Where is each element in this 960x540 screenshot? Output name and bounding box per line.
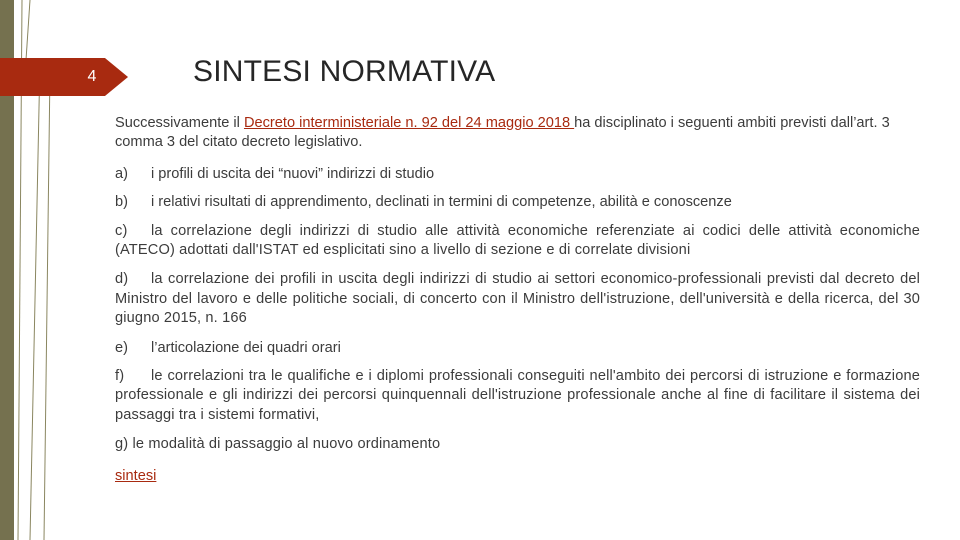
list-item-text: le correlazioni tra le qualifiche e i diplomi professionali conseguiti nell'ambito dei percorsi di istruzione e formazione professionale e gli indirizzi dei percorsi quinquennali dell'istruzione professionale anche al fine di facilitare il sistema dei passaggi tra i sistemi formativi, — [115, 368, 920, 423]
list-item-text: la correlazione dei profili in uscita degli indirizzi di studio ai settori economico-professionali previsti dal decreto del Ministro del lavoro e delle politiche sociali, di concerto con il Ministro dell'istruzione, dell'università e della ricerca, del 30 giugno 2015, n. 166 — [115, 271, 920, 327]
list-item-text: i profili di uscita dei “nuovi” indirizzi di studio — [151, 165, 435, 182]
list-marker: f) — [115, 368, 125, 385]
list-marker: c) — [115, 222, 128, 239]
list-marker: d) — [115, 271, 129, 288]
list-item-text: l’articolazione dei quadri orari — [151, 339, 341, 356]
list-item — [115, 435, 920, 454]
list-item — [115, 339, 920, 358]
list-item — [115, 193, 920, 212]
list-item — [115, 165, 920, 184]
intro-text-before: Successivamente il — [115, 115, 244, 131]
slide-content — [115, 114, 920, 486]
list-item — [115, 270, 920, 328]
decreto-link[interactable]: Decreto interministeriale n. 92 del 24 maggio 2018 — [243, 115, 575, 131]
intro-text-after: ha disciplinato i seguenti ambiti previsti dall’art. 3 comma 3 del citato decreto legislativo. — [115, 115, 890, 151]
intro-paragraph — [115, 114, 920, 153]
slide-number: 4 — [87, 68, 97, 85]
slide-title: SINTESI NORMATIVA — [193, 55, 496, 88]
list-item-text: la correlazione degli indirizzi di studio alle attività economiche referenziate ai codici delle attività economiche (ATECO) adottati dall'ISTAT ed esplicitati sino a livello di sezione e di correlate divisioni — [115, 222, 920, 259]
list-item — [115, 367, 920, 425]
list-item — [115, 222, 920, 261]
list-marker: a) — [115, 165, 128, 182]
list-marker: b) — [115, 194, 128, 211]
list-marker: e) — [115, 339, 128, 356]
list-item-text: i relativi risultati di apprendimento, declinati in termini di competenze, abilità e conoscenze — [151, 194, 732, 211]
slide-number-tab — [0, 58, 128, 96]
list-item-text: g) le modalità di passaggio al nuovo ordinamento — [115, 436, 441, 453]
sintesi-link[interactable]: sintesi — [115, 467, 157, 484]
